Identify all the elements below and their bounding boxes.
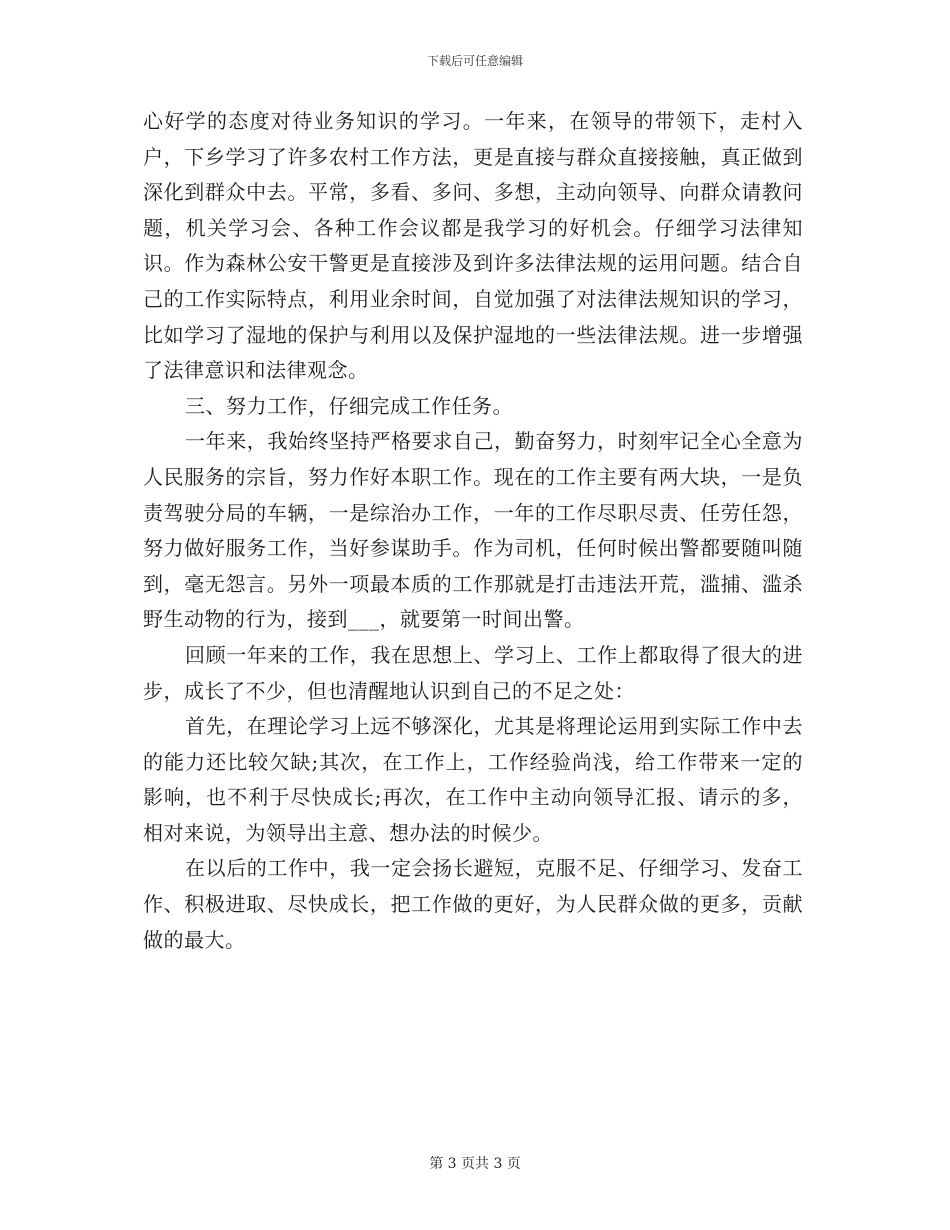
paragraph-review: 回顾一年来的工作，我在思想上、学习上、工作上都取得了很大的进步，成长了不少，但也清醒地认识到自己的不足之处： [143, 642, 803, 703]
paragraph-continuation: 心好学的态度对待业务知识的学习。一年来，在领导的带领下，走村入户，下乡学习了许多农村工作方法，更是直接与群众直接接触，真正做到深化到群众中去。平常，多看、多问、多想，主动向领导、向群众请教问题，机关学习会、各种工作会议都是我学习的好机会。仔细学习法律知识。作为森林公安干警更是直接涉及到许多法律法规的运用问题。结合自己的工作实际特点，利用业余时间，自觉加强了对法律法规知识的学习，比如学习了湿地的保护与利用以及保护湿地的一些法律法规。进一步增强了法律意识和法律观念。 [143, 109, 803, 383]
page-header: 下载后可任意编辑 [426, 54, 523, 68]
paragraph-work-duties: 一年来，我始终坚持严格要求自己，勤奋努力，时刻牢记全心全意为人民服务的宗旨，努力作好本职工作。现在的工作主要有两大块，一是负责驾驶分局的车辆，一是综治办工作，一年的工作尽职尽责、任劳任怨，努力做好服务工作，当好参谋助手。作为司机，任何时候出警都要随叫随到，毫无怨言。另外一项最本质的工作那就是打击违法开荒，滥捕、滥杀野生动物的行为，接到___，就要第一时间出警。 [143, 429, 803, 632]
paragraph-future: 在以后的工作中，我一定会扬长避短，克服不足、仔细学习、发奋工作、积极进取、尽快成长，把工作做的更好，为人民群众做的更多，贡献做的最大。 [143, 856, 803, 952]
document-body [143, 104, 803, 958]
section-heading-3: 三、努力工作，仔细完成工作任务。 [185, 393, 513, 418]
page-number: 第 3 页共 3 页 [429, 1156, 521, 1172]
paragraph-shortcomings: 首先，在理论学习上远不够深化，尤其是将理论运用到实际工作中去的能力还比较欠缺;其次，在工作上，工作经验尚浅，给工作带来一定的影响，也不利于尽快成长;再次，在工作中主动向领导汇报、请示的多，相对来说，为领导出主意、想办法的时候少。 [143, 714, 803, 845]
